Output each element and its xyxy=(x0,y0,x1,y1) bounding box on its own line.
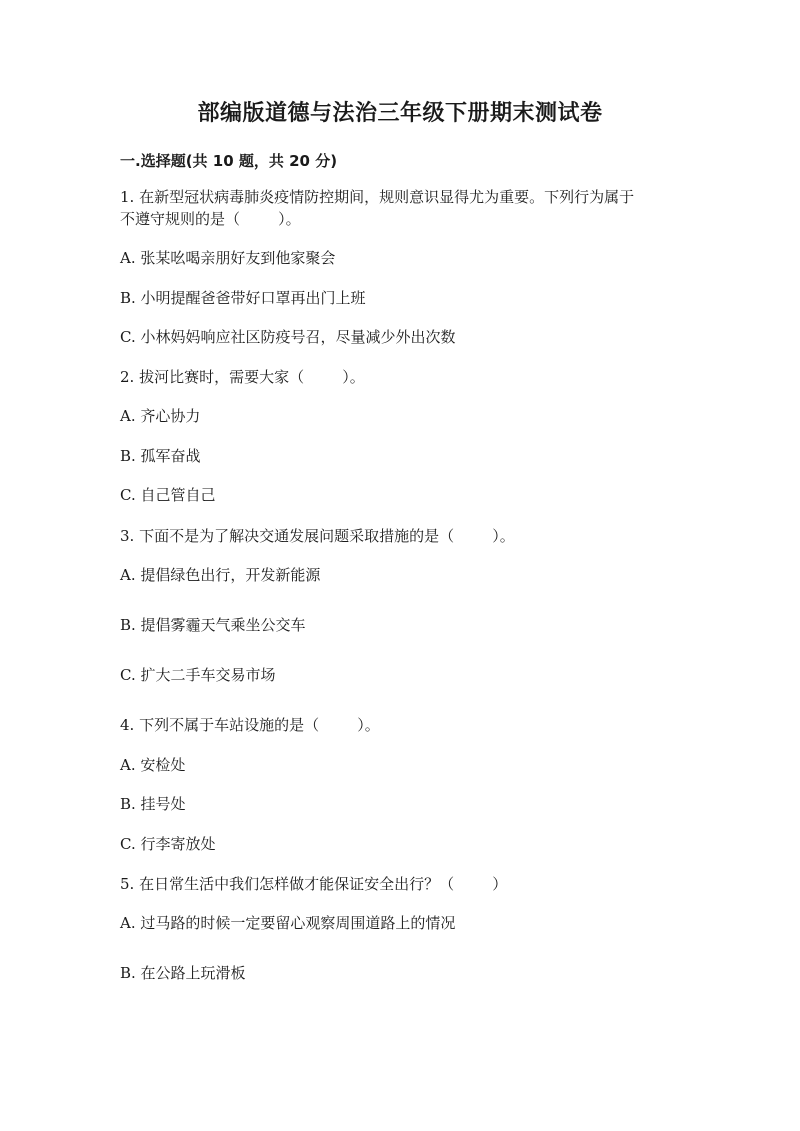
question-3-option-c: C. 扩大二手车交易市场 xyxy=(120,666,276,684)
question-4-option-b: B. 挂号处 xyxy=(120,795,186,813)
question-5-stem: 5. 在日常生活中我们怎样做才能保证安全出行？（ ） xyxy=(120,875,508,893)
question-4-option-a: A. 安检处 xyxy=(120,756,186,774)
question-3-option-b: B. 提倡雾霾天气乘坐公交车 xyxy=(120,616,306,634)
question-5-option-b: B. 在公路上玩滑板 xyxy=(120,964,246,982)
question-4-stem: 4. 下列不属于车站设施的是（ ）。 xyxy=(120,716,380,734)
page-title: 部编版道德与法治三年级下册期末测试卷 xyxy=(197,101,603,126)
question-2-option-a: A. 齐心协力 xyxy=(120,407,201,425)
question-2-stem: 2. 拔河比赛时，需要大家（ ）。 xyxy=(120,368,365,386)
question-3-stem: 3. 下面不是为了解决交通发展问题采取措施的是（ ）。 xyxy=(120,527,515,545)
question-4-option-c: C. 行李寄放处 xyxy=(120,835,216,853)
question-2-option-c: C. 自己管自己 xyxy=(120,486,216,504)
question-1-option-a: A. 张某吆喝亲朋好友到他家聚会 xyxy=(120,249,336,267)
question-1-option-c: C. 小林妈妈响应社区防疫号召，尽量减少外出次数 xyxy=(120,328,456,346)
question-1-option-b: B. 小明提醒爸爸带好口罩再出门上班 xyxy=(120,289,366,307)
question-1-stem-line-1: 1. 在新型冠状病毒肺炎疫情防控期间，规则意识显得尤为重要。下列行为属于 xyxy=(120,188,635,206)
question-2-option-b: B. 孤军奋战 xyxy=(120,447,201,465)
question-5-option-a: A. 过马路的时候一定要留心观察周围道路上的情况 xyxy=(120,914,456,932)
section-heading: 一.选择题(共 10 题，共 20 分) xyxy=(120,152,338,170)
question-3-option-a: A. 提倡绿色出行，开发新能源 xyxy=(120,566,321,584)
question-1-stem-line-2: 不遵守规则的是（ ）。 xyxy=(120,210,301,228)
